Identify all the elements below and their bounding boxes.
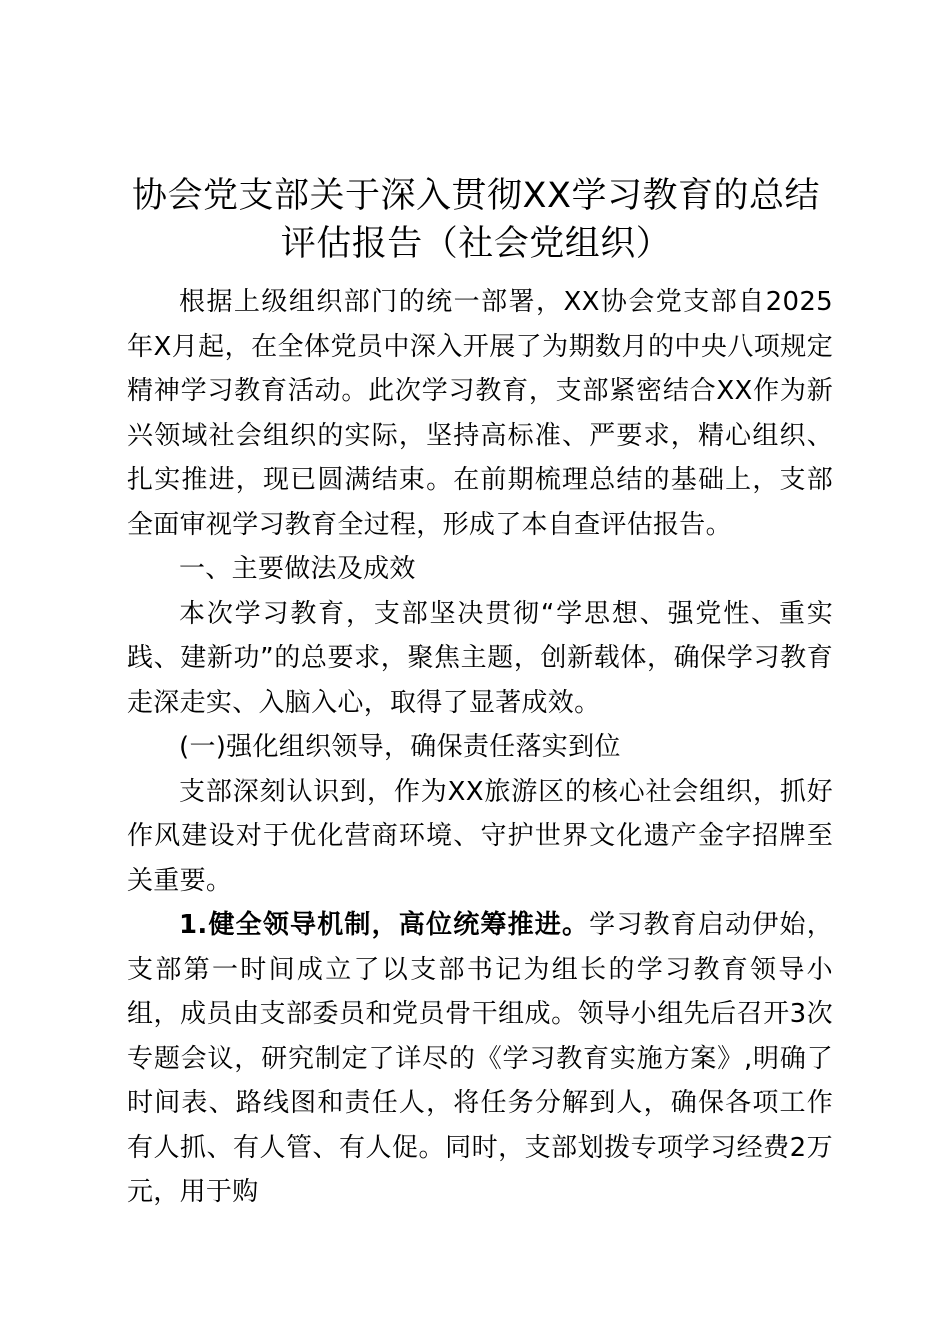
document-body xyxy=(127,280,833,1215)
subsection-heading-1: (一)强化组织领导，确保责任落实到位 xyxy=(179,732,621,762)
subsection-1-paragraph: 支部深刻认识到，作为XX旅游区的核心社会组织，抓好作风建设对于优化营商环境、守护世界文化遗产金字招牌至关重要。 xyxy=(127,776,833,896)
intro-paragraph: 根据上级组织部门的统一部署，XX协会党支部自2025年X月起，在全体党员中深入开展了为期数月的中央八项规定精神学习教育活动。此次学习教育，支部紧密结合XX作为新兴领域社会组织的实际，坚持高标准、严要求，精心组织、扎实推进，现已圆满结束。在前期梳理总结的基础上，支部全面审视学习教育全过程，形成了本自查评估报告。 xyxy=(127,287,833,540)
section-1-paragraph: 本次学习教育，支部坚决贯彻“学思想、强党性、重实践、建新功”的总要求，聚焦主题，创新载体，确保学习教育走深走实、入脑入心，取得了显著成效。 xyxy=(127,598,833,718)
document-title: 协会党支部关于深入贯彻XX学习教育的总结评估报告（社会党组织） xyxy=(132,176,820,264)
section-heading-1: 一、主要做法及成效 xyxy=(179,554,416,584)
point-1-lead: 1.健全领导机制，高位统筹推进。 xyxy=(179,910,590,940)
point-1-paragraph xyxy=(127,903,833,1215)
point-1-body: 学习教育启动伊始，支部第一时间成立了以支部书记为组长的学习教育领导小组，成员由支部委员和党员骨干组成。领导小组先后召开3次专题会议，研究制定了详尽的《学习教育实施方案》,明确了时间表、路线图和责任人，将任务分解到人，确保各项工作有人抓、有人管、有人促。同时，支部划拨专项学习经费2万元，用于购 xyxy=(127,910,833,1207)
